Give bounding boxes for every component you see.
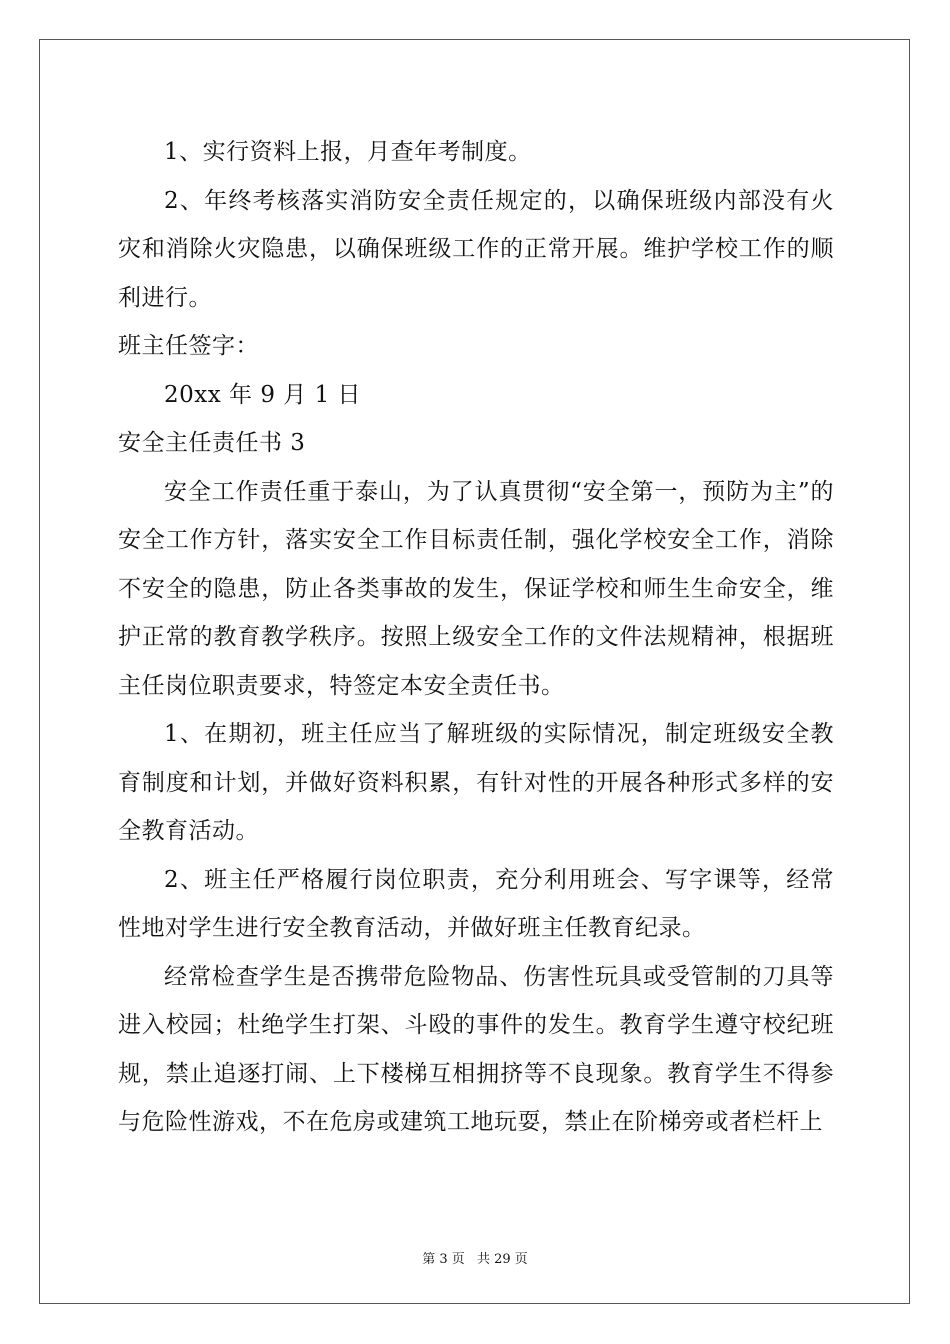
- paragraph-item-1: 1、在期初，班主任应当了解班级的实际情况，制定班级安全教育制度和计划，并做好资料积累，有针对性的开展各种形式多样的安全教育活动。: [118, 721, 834, 844]
- document-body: [118, 128, 834, 1147]
- paragraph-item-2: 2、班主任严格履行岗位职责，充分利用班会、写字课等，经常性地对学生进行安全教育活动，并做好班主任教育纪录。: [118, 866, 834, 941]
- paragraph-inspection: 经常检查学生是否携带危险物品、伤害性玩具或受管制的刀具等进入校园；杜绝学生打架、斗殴的事件的发生。教育学生遵守校纪班规，禁止追逐打闹、上下楼梯互相拥挤等不良现象。教育学生不得参与危险性游戏，不在危房或建筑工地玩耍，禁止在阶梯旁或者栏杆上: [118, 963, 834, 1135]
- current-page-label: 第 3 页: [422, 1252, 465, 1267]
- paragraph-intro: 安全工作责任重于泰山，为了认真贯彻“安全第一，预防为主”的安全工作方针，落实安全工作目标责任制，强化学校安全工作，消除不安全的隐患，防止各类事故的发生，保证学校和师生生命安全，维护正常的教育教学秩序。按照上级安全工作的文件法规精神，根据班主任岗位职责要求，特签定本安全责任书。: [118, 478, 834, 699]
- paragraph-2: 2、年终考核落实消防安全责任规定的，以确保班级内部没有火灾和消除火灾隐患，以确保班级工作的正常开展。维护学校工作的顺利进行。: [118, 187, 834, 311]
- signature-label: 班主任签字：: [118, 333, 259, 359]
- page-footer: [0, 1248, 950, 1267]
- paragraph-1: 1、实行资料上报，月查年考制度。: [164, 139, 532, 165]
- total-pages-label: 共 29 页: [476, 1252, 528, 1267]
- section-heading: 安全主任责任书 3: [118, 430, 306, 456]
- date-line: 20xx 年 9 月 1 日: [164, 381, 362, 408]
